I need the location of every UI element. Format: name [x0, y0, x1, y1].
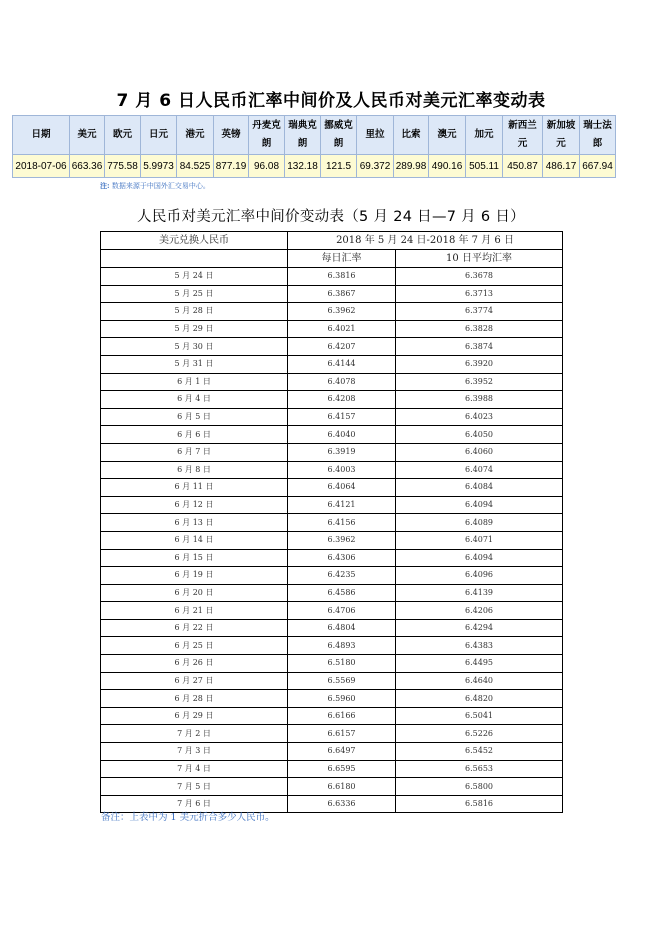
- date-cell: 5 月 31 日: [101, 355, 288, 373]
- date-cell: 6 月 4 日: [101, 391, 288, 409]
- rate-header-cell: 挪威克 朗: [321, 116, 357, 155]
- daily-rate-cell: 6.4804: [288, 619, 396, 637]
- avg-rate-cell: 6.3713: [396, 285, 563, 303]
- daily-rate-cell: 6.4121: [288, 496, 396, 514]
- date-cell: 5 月 30 日: [101, 338, 288, 356]
- date-cell: 5 月 28 日: [101, 303, 288, 321]
- table-row: [101, 268, 563, 286]
- rate-header-cell: 美元: [70, 116, 105, 155]
- header-date-range: 2018 年 5 月 24 日-2018 年 7 月 6 日: [288, 232, 563, 250]
- daily-rate-cell: 6.4040: [288, 426, 396, 444]
- usd-cny-change-table: [100, 231, 563, 813]
- daily-rate-cell: 6.3919: [288, 443, 396, 461]
- change-header-row: [101, 232, 563, 250]
- avg-rate-cell: 6.3678: [396, 268, 563, 286]
- daily-rate-cell: 6.3816: [288, 268, 396, 286]
- daily-rate-cell: 6.4207: [288, 338, 396, 356]
- table-row: [101, 655, 563, 673]
- daily-rate-cell: 6.3867: [288, 285, 396, 303]
- daily-rate-cell: 6.4064: [288, 479, 396, 497]
- date-cell: 6 月 7 日: [101, 443, 288, 461]
- avg-rate-cell: 6.3920: [396, 355, 563, 373]
- daily-rate-cell: 6.5180: [288, 655, 396, 673]
- rate-value-cell: 289.98: [394, 155, 429, 178]
- source-note: [100, 181, 210, 191]
- rate-header-cell: 港元: [177, 116, 214, 155]
- rate-value-cell: 84.525: [177, 155, 214, 178]
- avg-rate-cell: 6.4640: [396, 672, 563, 690]
- date-cell: 6 月 14 日: [101, 531, 288, 549]
- avg-rate-cell: 6.3828: [396, 320, 563, 338]
- rate-header-cell: 日期: [13, 116, 70, 155]
- avg-rate-cell: 6.4023: [396, 408, 563, 426]
- remark-note: 备注：上表中为 1 美元折合多少人民币。: [101, 812, 275, 823]
- date-cell: 5 月 24 日: [101, 268, 288, 286]
- avg-rate-cell: 6.4060: [396, 443, 563, 461]
- date-cell: 6 月 21 日: [101, 602, 288, 620]
- avg-rate-cell: 6.5800: [396, 778, 563, 796]
- source-note-text: 数据来源于中国外汇交易中心。: [109, 182, 210, 190]
- rate-value-cell: 505.11: [466, 155, 503, 178]
- daily-rate-cell: 6.6157: [288, 725, 396, 743]
- table-row: [101, 496, 563, 514]
- avg-rate-cell: 6.4094: [396, 496, 563, 514]
- date-cell: 5 月 29 日: [101, 320, 288, 338]
- header-blank-cell: [101, 250, 288, 268]
- avg-rate-cell: 6.3874: [396, 338, 563, 356]
- daily-rate-cell: 6.5569: [288, 672, 396, 690]
- exchange-rate-table: [12, 115, 616, 178]
- date-cell: 6 月 1 日: [101, 373, 288, 391]
- daily-rate-cell: 6.4078: [288, 373, 396, 391]
- daily-rate-cell: 6.4156: [288, 514, 396, 532]
- table-row: [101, 567, 563, 585]
- table-row: [101, 479, 563, 497]
- table-row: [101, 443, 563, 461]
- avg-rate-cell: 6.5226: [396, 725, 563, 743]
- avg-rate-cell: 6.4096: [396, 567, 563, 585]
- rate-value-cell: 663.36: [70, 155, 105, 178]
- rate-value-cell: 5.9973: [141, 155, 177, 178]
- table-row: [101, 285, 563, 303]
- date-cell: 6 月 6 日: [101, 426, 288, 444]
- table-row: [101, 760, 563, 778]
- page-title: 7 月 6 日人民币汇率中间价及人民币对美元汇率变动表: [116, 91, 546, 111]
- date-cell: 6 月 28 日: [101, 690, 288, 708]
- avg-rate-cell: 6.4820: [396, 690, 563, 708]
- avg-rate-cell: 6.4139: [396, 584, 563, 602]
- daily-rate-cell: 6.6180: [288, 778, 396, 796]
- header-usd-to-cny: 美元兑换人民币: [101, 232, 288, 250]
- source-note-prefix: 注:: [100, 181, 110, 190]
- rate-value-cell: 132.18: [285, 155, 321, 178]
- daily-rate-cell: 6.4235: [288, 567, 396, 585]
- table-row: [101, 338, 563, 356]
- table-row: [101, 602, 563, 620]
- rate-value-cell: 69.372: [357, 155, 394, 178]
- rate-header-cell: 英镑: [214, 116, 249, 155]
- avg-rate-cell: 6.5452: [396, 743, 563, 761]
- rate-header-cell: 瑞典克 朗: [285, 116, 321, 155]
- daily-rate-cell: 6.6166: [288, 707, 396, 725]
- daily-rate-cell: 6.4586: [288, 584, 396, 602]
- rate-header-cell: 新西兰 元: [503, 116, 543, 155]
- table-row: [101, 391, 563, 409]
- date-cell: 7 月 5 日: [101, 778, 288, 796]
- daily-rate-cell: 6.4003: [288, 461, 396, 479]
- avg-rate-cell: 6.4050: [396, 426, 563, 444]
- daily-rate-cell: 6.6595: [288, 760, 396, 778]
- rate-header-cell: 丹麦克 朗: [249, 116, 285, 155]
- rate-header-cell: 澳元: [429, 116, 466, 155]
- header-10day-avg: 10 日平均汇率: [396, 250, 563, 268]
- date-cell: 5 月 25 日: [101, 285, 288, 303]
- table-row: [101, 303, 563, 321]
- table-row: [101, 408, 563, 426]
- date-cell: 6 月 25 日: [101, 637, 288, 655]
- daily-rate-cell: 6.4706: [288, 602, 396, 620]
- date-cell: 6 月 29 日: [101, 707, 288, 725]
- avg-rate-cell: 6.4383: [396, 637, 563, 655]
- avg-rate-cell: 6.5653: [396, 760, 563, 778]
- rate-header-cell: 日元: [141, 116, 177, 155]
- avg-rate-cell: 6.4094: [396, 549, 563, 567]
- daily-rate-cell: 6.5960: [288, 690, 396, 708]
- table-row: [101, 778, 563, 796]
- date-cell: 6 月 11 日: [101, 479, 288, 497]
- date-cell: 7 月 2 日: [101, 725, 288, 743]
- date-cell: 6 月 27 日: [101, 672, 288, 690]
- rate-value-cell: 775.58: [105, 155, 141, 178]
- date-cell: 6 月 8 日: [101, 461, 288, 479]
- avg-rate-cell: 6.4495: [396, 655, 563, 673]
- daily-rate-cell: 6.4893: [288, 637, 396, 655]
- avg-rate-cell: 6.3952: [396, 373, 563, 391]
- avg-rate-cell: 6.4294: [396, 619, 563, 637]
- table-row: [101, 373, 563, 391]
- rate-date-cell: 2018-07-06: [13, 155, 70, 178]
- table-row: [101, 637, 563, 655]
- daily-rate-cell: 6.6497: [288, 743, 396, 761]
- avg-rate-cell: 6.4089: [396, 514, 563, 532]
- table-row: [101, 426, 563, 444]
- daily-rate-cell: 6.4157: [288, 408, 396, 426]
- date-cell: 7 月 4 日: [101, 760, 288, 778]
- rate-value-cell: 877.19: [214, 155, 249, 178]
- table-row: [101, 549, 563, 567]
- avg-rate-cell: 6.4084: [396, 479, 563, 497]
- rate-header-cell: 欧元: [105, 116, 141, 155]
- table-row: [101, 461, 563, 479]
- rate-value-cell: 490.16: [429, 155, 466, 178]
- date-cell: 7 月 3 日: [101, 743, 288, 761]
- daily-rate-cell: 6.3962: [288, 303, 396, 321]
- avg-rate-cell: 6.4074: [396, 461, 563, 479]
- table-row: [101, 707, 563, 725]
- header-daily-rate: 每日汇率: [288, 250, 396, 268]
- rate-value-cell: 667.94: [580, 155, 616, 178]
- date-cell: 6 月 19 日: [101, 567, 288, 585]
- avg-rate-cell: 6.3988: [396, 391, 563, 409]
- table-row: [101, 690, 563, 708]
- daily-rate-cell: 6.4144: [288, 355, 396, 373]
- rate-header-cell: 比索: [394, 116, 429, 155]
- table-row: [101, 531, 563, 549]
- rate-header-cell: 新加坡 元: [543, 116, 580, 155]
- change-subheader-row: [101, 250, 563, 268]
- rate-header-cell: 瑞士法 郎: [580, 116, 616, 155]
- table-row: [101, 725, 563, 743]
- rate-header-row: [13, 116, 616, 155]
- table-row: [101, 672, 563, 690]
- date-cell: 6 月 26 日: [101, 655, 288, 673]
- daily-rate-cell: 6.6336: [288, 795, 396, 813]
- rate-value-row: [13, 155, 616, 178]
- rate-value-cell: 96.08: [249, 155, 285, 178]
- date-cell: 6 月 15 日: [101, 549, 288, 567]
- daily-rate-cell: 6.4208: [288, 391, 396, 409]
- avg-rate-cell: 6.5041: [396, 707, 563, 725]
- table-row: [101, 743, 563, 761]
- date-cell: 6 月 20 日: [101, 584, 288, 602]
- table-row: [101, 514, 563, 532]
- rate-value-cell: 486.17: [543, 155, 580, 178]
- rate-header-cell: 加元: [466, 116, 503, 155]
- avg-rate-cell: 6.5816: [396, 795, 563, 813]
- rate-header-cell: 里拉: [357, 116, 394, 155]
- avg-rate-cell: 6.3774: [396, 303, 563, 321]
- date-cell: 6 月 5 日: [101, 408, 288, 426]
- rate-value-cell: 450.87: [503, 155, 543, 178]
- table-row: [101, 320, 563, 338]
- avg-rate-cell: 6.4071: [396, 531, 563, 549]
- rate-value-cell: 121.5: [321, 155, 357, 178]
- date-cell: 7 月 6 日: [101, 795, 288, 813]
- daily-rate-cell: 6.4021: [288, 320, 396, 338]
- date-cell: 6 月 22 日: [101, 619, 288, 637]
- table-row: [101, 584, 563, 602]
- change-table-title: 人民币对美元汇率中间价变动表（5 月 24 日—7 月 6 日）: [137, 209, 525, 225]
- daily-rate-cell: 6.3962: [288, 531, 396, 549]
- table-row: [101, 619, 563, 637]
- date-cell: 6 月 13 日: [101, 514, 288, 532]
- daily-rate-cell: 6.4306: [288, 549, 396, 567]
- avg-rate-cell: 6.4206: [396, 602, 563, 620]
- table-row: [101, 355, 563, 373]
- date-cell: 6 月 12 日: [101, 496, 288, 514]
